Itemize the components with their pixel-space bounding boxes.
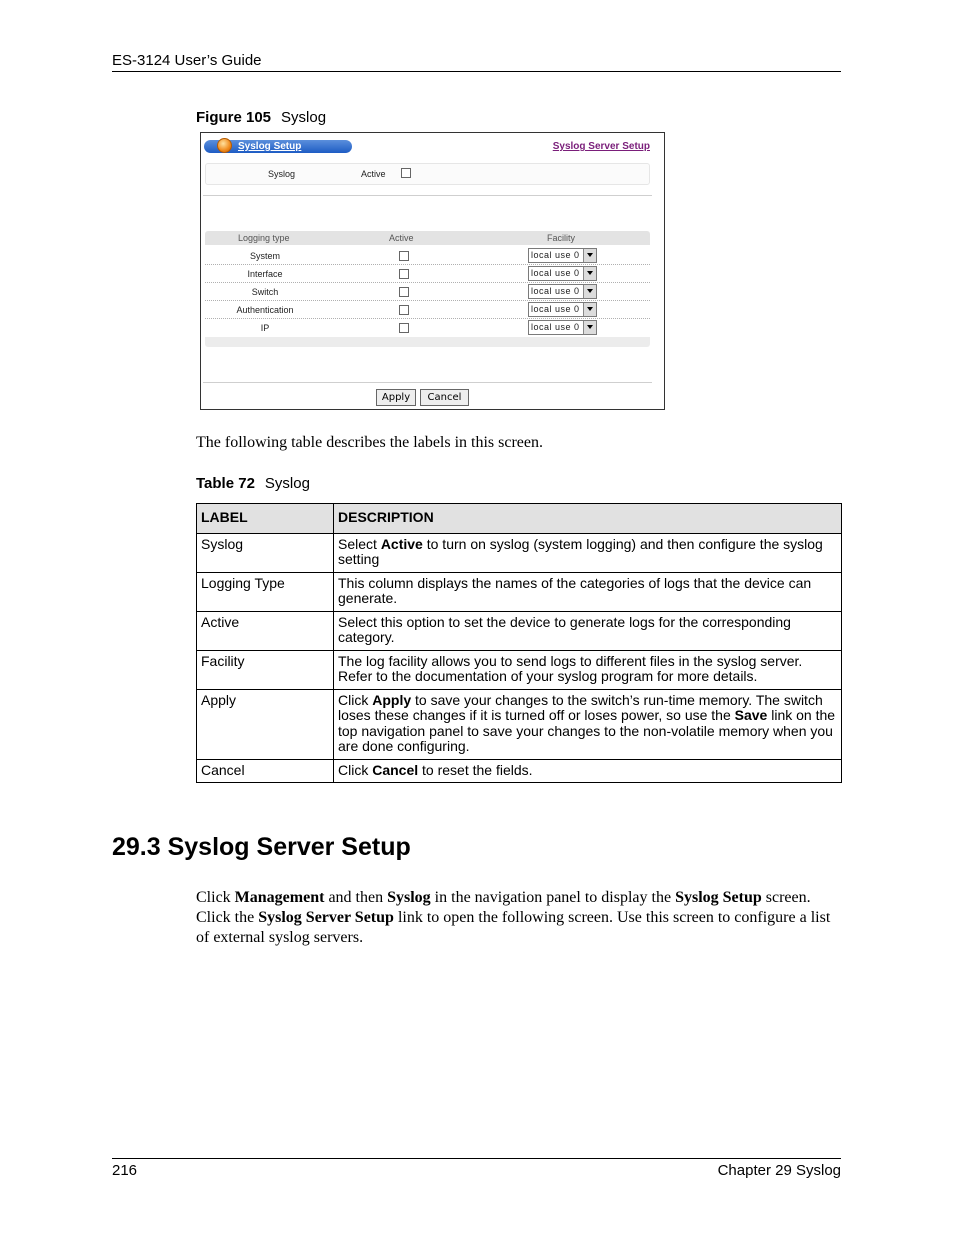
row-label: Facility bbox=[197, 650, 334, 689]
facility-select[interactable] bbox=[528, 284, 597, 299]
divider bbox=[203, 382, 652, 383]
facility-select[interactable] bbox=[528, 266, 597, 281]
facility-select[interactable] bbox=[528, 320, 597, 335]
active-label: Active bbox=[361, 169, 386, 179]
row-description: Click Apply to save your changes to the switch’s run-time memory. The switch loses these changes if it is turned off or loses power, so use the Save link on the top navigation panel to save your changes to the non-volatile memory when you are done configuring. bbox=[334, 689, 842, 759]
active-checkbox[interactable] bbox=[399, 269, 409, 279]
page-number: 216 bbox=[112, 1162, 138, 1179]
figure-caption bbox=[196, 109, 326, 126]
header-label: LABEL bbox=[197, 504, 334, 534]
table-caption bbox=[196, 475, 310, 492]
logging-grid-header bbox=[205, 231, 650, 245]
screen-title: Syslog Setup bbox=[204, 140, 352, 153]
dropdown-arrow-icon bbox=[583, 267, 596, 280]
table-row bbox=[197, 759, 842, 783]
dropdown-arrow-icon bbox=[583, 303, 596, 316]
row-label: Syslog bbox=[197, 533, 334, 572]
facility-value: local use 0 bbox=[531, 322, 580, 332]
row-description: Select Active to turn on syslog (system logging) and then configure the syslog setting bbox=[334, 533, 842, 572]
table-row bbox=[197, 572, 842, 611]
logging-type-label: IP bbox=[260, 323, 270, 333]
logging-row bbox=[205, 247, 650, 265]
row-label: Active bbox=[197, 611, 334, 650]
footer-rule bbox=[112, 1158, 841, 1159]
logging-type-label: Interface bbox=[247, 269, 283, 279]
logging-type-label: Authentication bbox=[236, 305, 294, 315]
active-checkbox[interactable] bbox=[399, 305, 409, 315]
col-facility: Facility bbox=[547, 233, 576, 243]
orb-icon bbox=[217, 138, 232, 153]
syslog-active-checkbox[interactable] bbox=[401, 168, 411, 178]
active-checkbox[interactable] bbox=[399, 323, 409, 333]
facility-select[interactable] bbox=[528, 248, 597, 263]
header-rule bbox=[112, 71, 841, 72]
col-active: Active bbox=[389, 233, 414, 243]
col-logging-type: Logging type bbox=[238, 233, 290, 243]
active-checkbox[interactable] bbox=[399, 287, 409, 297]
dropdown-arrow-icon bbox=[583, 249, 596, 262]
section-paragraph: Click Management and then Syslog in the navigation panel to display the Syslog Setup screen. Click the Syslog Server Setup link to open the following screen. Use this screen to configure a list of external syslog servers. bbox=[196, 889, 831, 946]
divider bbox=[203, 195, 652, 196]
table-row bbox=[197, 689, 842, 759]
row-description: Select this option to set the device to generate logs for the corresponding category. bbox=[334, 611, 842, 650]
row-description: Click Cancel to reset the fields. bbox=[334, 759, 842, 783]
apply-button[interactable]: Apply bbox=[376, 389, 416, 406]
running-header: ES-3124 User’s Guide bbox=[112, 52, 262, 69]
facility-value: local use 0 bbox=[531, 268, 580, 278]
table-title: Syslog bbox=[264, 475, 310, 492]
cancel-button[interactable]: Cancel bbox=[420, 389, 469, 406]
chapter-footer: Chapter 29 Syslog bbox=[717, 1162, 841, 1179]
logging-type-label: Switch bbox=[251, 287, 279, 297]
table-row bbox=[197, 611, 842, 650]
row-description: This column displays the names of the categories of logs that the device can generate. bbox=[334, 572, 842, 611]
logging-row bbox=[205, 319, 650, 337]
syslog-screen bbox=[200, 132, 665, 410]
row-label: Cancel bbox=[197, 759, 334, 783]
section-heading: 29.3 Syslog Server Setup bbox=[112, 833, 411, 861]
figure-title: Syslog bbox=[281, 109, 327, 126]
syslog-server-setup-link[interactable]: Syslog Server Setup bbox=[552, 141, 650, 152]
row-label: Logging Type bbox=[197, 572, 334, 611]
table-label: Table 72 bbox=[196, 475, 255, 492]
dropdown-arrow-icon bbox=[583, 285, 596, 298]
facility-select[interactable] bbox=[528, 302, 597, 317]
logging-grid-footer bbox=[205, 337, 650, 347]
facility-value: local use 0 bbox=[531, 250, 580, 260]
syslog-label: Syslog bbox=[268, 169, 296, 179]
row-description: The log facility allows you to send logs to different files in the syslog server. Refer to the documentation of your syslog program for more details. bbox=[334, 650, 842, 689]
syslog-settings-box bbox=[205, 163, 650, 185]
logging-type-label: System bbox=[249, 251, 280, 261]
facility-value: local use 0 bbox=[531, 304, 580, 314]
table-row bbox=[197, 650, 842, 689]
table-header-row bbox=[197, 504, 842, 534]
dropdown-arrow-icon bbox=[583, 321, 596, 334]
header-description: DESCRIPTION bbox=[334, 504, 842, 534]
intro-paragraph: The following table describes the labels in this screen. bbox=[196, 434, 544, 451]
figure-label: Figure 105 bbox=[196, 109, 272, 126]
table-row bbox=[197, 533, 842, 572]
logging-row bbox=[205, 283, 650, 301]
facility-value: local use 0 bbox=[531, 286, 580, 296]
logging-row bbox=[205, 301, 650, 319]
logging-row bbox=[205, 265, 650, 283]
description-table bbox=[196, 503, 842, 783]
active-checkbox[interactable] bbox=[399, 251, 409, 261]
row-label: Apply bbox=[197, 689, 334, 759]
